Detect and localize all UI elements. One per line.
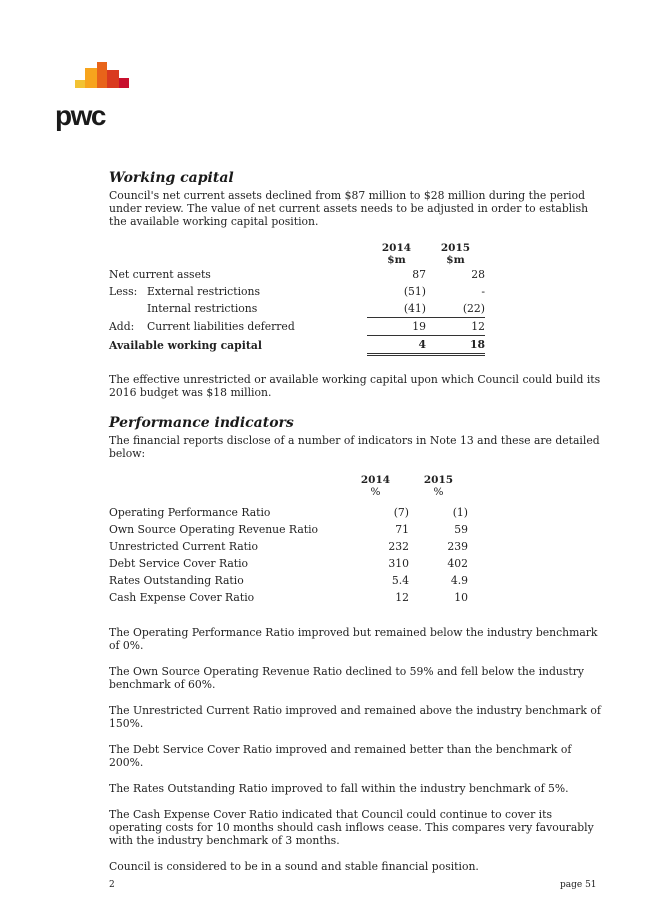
table-row: Add: Current liabilities deferred 19 12 bbox=[109, 318, 485, 336]
working-capital-total-row: Available working capital 4 18 bbox=[109, 336, 485, 355]
performance-paragraph: The Cash Expense Cover Ratio indicated that Council could continue to cover its operating costs for 10 months should cash inflows cease. This compares very favourably with the industry benchmark of 3 months. bbox=[109, 808, 594, 847]
table-row: Own Source Operating Revenue Ratio 71 59 bbox=[109, 523, 468, 536]
table-row: Unrestricted Current Ratio 232 239 bbox=[109, 540, 468, 553]
performance-paragraph: The Debt Service Cover Ratio improved and remained better than the benchmark of 200%. bbox=[109, 743, 572, 769]
working-capital-header-years bbox=[109, 242, 485, 254]
col-unit-2015: $m bbox=[446, 254, 465, 266]
working-capital-intro: Council's net current assets declined from $87 million to $28 million during the period under review. The value of net current assets needs to be adjusted in order to establish the available working capital position. bbox=[109, 189, 589, 228]
table-row: Net current assets 87 28 bbox=[109, 268, 485, 281]
performance-paragraph: The Own Source Operating Revenue Ratio declined to 59% and fell below the industry benchmark of 60%. bbox=[109, 665, 585, 691]
table-row: Operating Performance Ratio (7) (1) bbox=[109, 506, 468, 519]
performance-table bbox=[109, 474, 468, 606]
col-year-2014: 2014 bbox=[360, 474, 391, 486]
col-year-2015: 2015 bbox=[423, 474, 454, 486]
pwc-logo bbox=[55, 62, 135, 132]
working-capital-note: The effective unrestricted or available working capital upon which Council could build its 2016 budget was $18 million. bbox=[109, 373, 601, 399]
performance-paragraph: The Operating Performance Ratio improved but remained below the industry benchmark of 0%. bbox=[109, 626, 598, 652]
working-capital-table bbox=[109, 242, 485, 356]
table-row: Cash Expense Cover Ratio 12 10 bbox=[109, 591, 468, 604]
performance-paragraph: The Unrestricted Current Ratio improved and remained above the industry benchmark of 150%. bbox=[109, 704, 601, 730]
performance-heading: Performance indicators bbox=[109, 415, 294, 431]
table-row: Internal restrictions (41) (22) bbox=[109, 300, 485, 318]
table-row: Debt Service Cover Ratio 310 402 bbox=[109, 557, 468, 570]
table-row: Less: External restrictions (51) - bbox=[109, 285, 485, 298]
performance-header-units bbox=[109, 486, 468, 498]
col-year-2014: 2014 bbox=[381, 242, 412, 254]
col-unit-2015: % bbox=[433, 486, 444, 498]
logo-wordmark: pwc bbox=[55, 100, 105, 131]
page-content bbox=[109, 170, 604, 873]
working-capital-header-units bbox=[109, 254, 485, 266]
footer-right-page-number: page 51 bbox=[560, 880, 597, 890]
col-unit-2014: $m bbox=[387, 254, 406, 266]
performance-paragraph: The Rates Outstanding Ratio improved to fall within the industry benchmark of 5%. bbox=[109, 782, 569, 795]
performance-header-years bbox=[109, 474, 468, 486]
table-row: Rates Outstanding Ratio 5.4 4.9 bbox=[109, 574, 468, 587]
performance-paragraph: Council is considered to be in a sound and stable financial position. bbox=[109, 860, 479, 873]
col-unit-2014: % bbox=[370, 486, 381, 498]
working-capital-heading: Working capital bbox=[109, 170, 234, 186]
footer-left-page-number: 2 bbox=[109, 880, 115, 890]
col-year-2015: 2015 bbox=[440, 242, 471, 254]
performance-intro: The financial reports disclose of a number of indicators in Note 13 and these are detailed below: bbox=[109, 434, 600, 460]
